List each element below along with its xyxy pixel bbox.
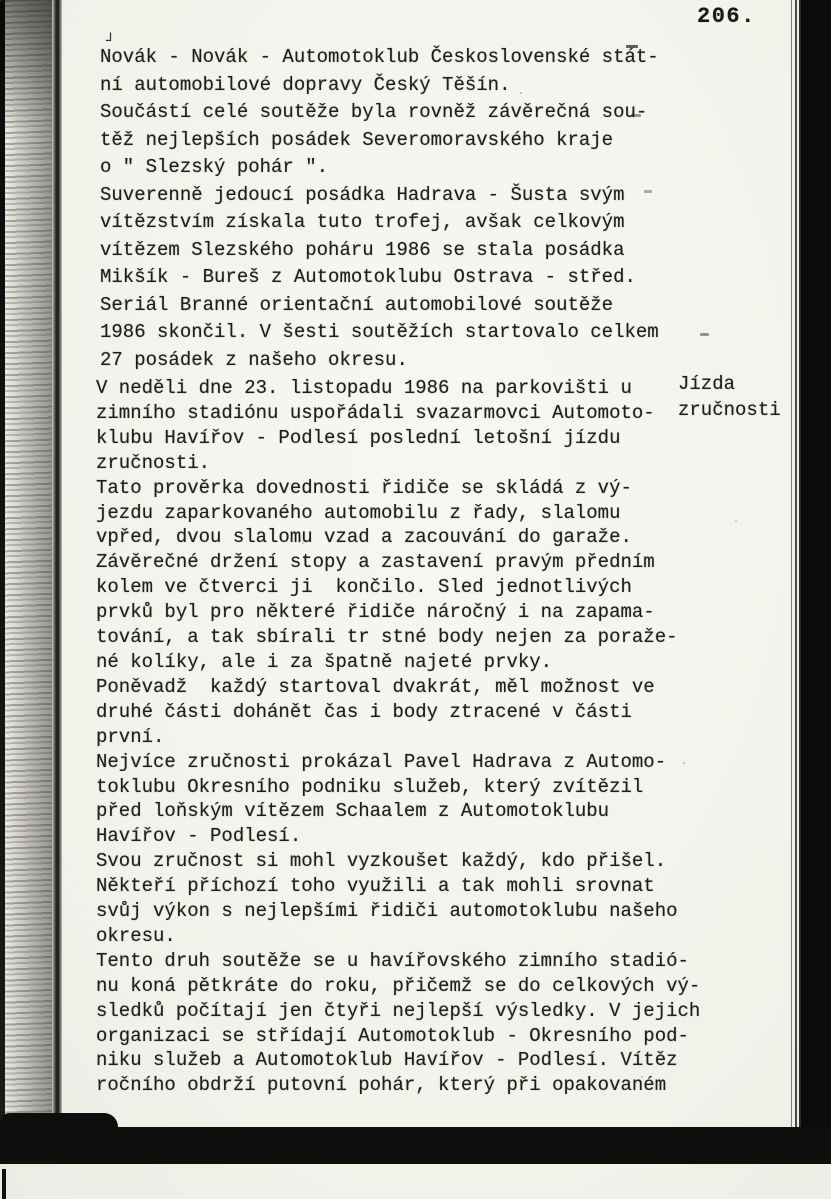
text-line: né kolíky, ale i za špatně najeté prvky. — [96, 650, 553, 673]
text-line: prvků byl pro některé řidiče náročný i na zapama- — [96, 601, 655, 624]
text-line: zimního stadiónu uspořádali svazarmovci Automoto- — [96, 401, 655, 424]
text-line: Suverenně jedoucí posádka Hadrava - Šusta svým — [100, 183, 625, 206]
text-line: vítězem Slezského poháru 1986 se stala posádka — [100, 238, 625, 261]
margin-note-line: Jízda — [678, 373, 736, 395]
margin-note — [678, 372, 781, 423]
text-line: Poněvadž každý startoval dvakrát, měl možnost ve — [96, 675, 655, 698]
text-line: nu koná pětkráte do roku, přičemž se do celkových vý- — [96, 974, 701, 997]
text-line: 27 posádek z našeho okresu. — [100, 348, 408, 371]
text-line: Havířov - Podlesí. — [96, 825, 302, 848]
text-line: kolem ve čtverci ji končilo. Sled jednotlivých — [96, 576, 632, 599]
text-line: těž nejlepších posádek Severomoravského kraje — [100, 128, 614, 151]
text-line: organizaci se střídají Automotoklub - Okresního pod- — [96, 1024, 689, 1047]
text-line: před loňským vítězem Schaalem z Automotoklubu — [96, 800, 610, 823]
text-line: Závěrečné držení stopy a zastavení pravým předním — [96, 551, 655, 574]
text-line: Tento druh soutěže se u havířovského zimního stadió- — [96, 949, 689, 972]
paragraph-soutez-results — [100, 44, 659, 374]
text-line: o " Slezský pohár ". — [100, 156, 329, 178]
text-line: Nejvíce zručnosti prokázal Pavel Hadrava z Automo- — [96, 750, 667, 773]
scan-artifact-mark: ┘ — [106, 33, 116, 50]
text-line: klubu Havířov - Podlesí poslední letošní jízdu — [96, 426, 621, 449]
scan-speckles — [0, 0, 2, 2]
text-line: toklubu Okresního podniku služeb, který zvítězil — [96, 775, 644, 798]
text-line: sledků počítají jen čtyři nejlepší výsledky. V jejich — [96, 999, 701, 1022]
text-line: Svou zručnost si mohl vyzkoušet každý, kdo přišel. — [96, 850, 667, 873]
text-line: Seriál Branné orientační automobilové soutěže — [100, 293, 614, 316]
text-line: první. — [96, 725, 165, 748]
text-line: ní automobilové dopravy Český Těšín. — [100, 73, 511, 96]
scan-artifact-dash — [700, 333, 709, 336]
text-line: ročního obdrží putovní pohár, který při opakovaném — [96, 1074, 667, 1097]
text-line: niku služeb a Automotoklub Havířov - Podlesí. Vítěz — [96, 1049, 678, 1072]
margin-note-line: zručnosti — [678, 398, 781, 421]
page-number: 206. — [697, 4, 756, 29]
scan-edge-right — [801, 0, 831, 1162]
scan-edge-bottom — [0, 1127, 831, 1164]
text-line: druhé části dohánět čas i body ztracené v části — [96, 700, 632, 723]
text-line: jezdu zaparkovaného automobilu z řady, slalomu — [96, 501, 621, 524]
text-line: V neděli dne 23. listopadu 1986 na parkovišti u — [96, 377, 632, 399]
text-line: Součástí celé soutěže byla rovněž závěrečná sou- — [100, 101, 648, 123]
text-line: tování, a tak sbírali tr stné body nejen za poraže- — [96, 626, 678, 649]
text-line: Tato prověrka dovednosti řidiče se skládá z vý- — [96, 476, 632, 499]
text-line: svůj výkon s nejlepšími řidiči automotoklubu našeho — [96, 900, 678, 923]
scan-artifact-line — [2, 1169, 6, 1199]
text-line: Mikšík - Bureš z Automotoklubu Ostrava - střed. — [100, 266, 636, 288]
text-line: vpřed, dvou slalomu vzad a zacouvání do garaže. — [96, 526, 632, 549]
text-line: okresu. — [96, 924, 176, 947]
text-line: vítězstvím získala tuto trofej, avšak celkovým — [100, 211, 625, 233]
page-fold-line — [52, 0, 62, 1130]
text-line: zručnosti. — [96, 451, 211, 474]
text-line: Někteří příchozí toho využili a tak mohli srovnat — [96, 875, 655, 898]
paragraph-jizda-zrucnosti — [96, 376, 700, 1098]
binding-gutter-shadow — [5, 0, 52, 1130]
text-line: Novák - Novák - Automotoklub Československé stát- — [100, 46, 659, 68]
text-line: 1986 skončil. V šesti soutěžích startovalo celkem — [100, 321, 659, 343]
